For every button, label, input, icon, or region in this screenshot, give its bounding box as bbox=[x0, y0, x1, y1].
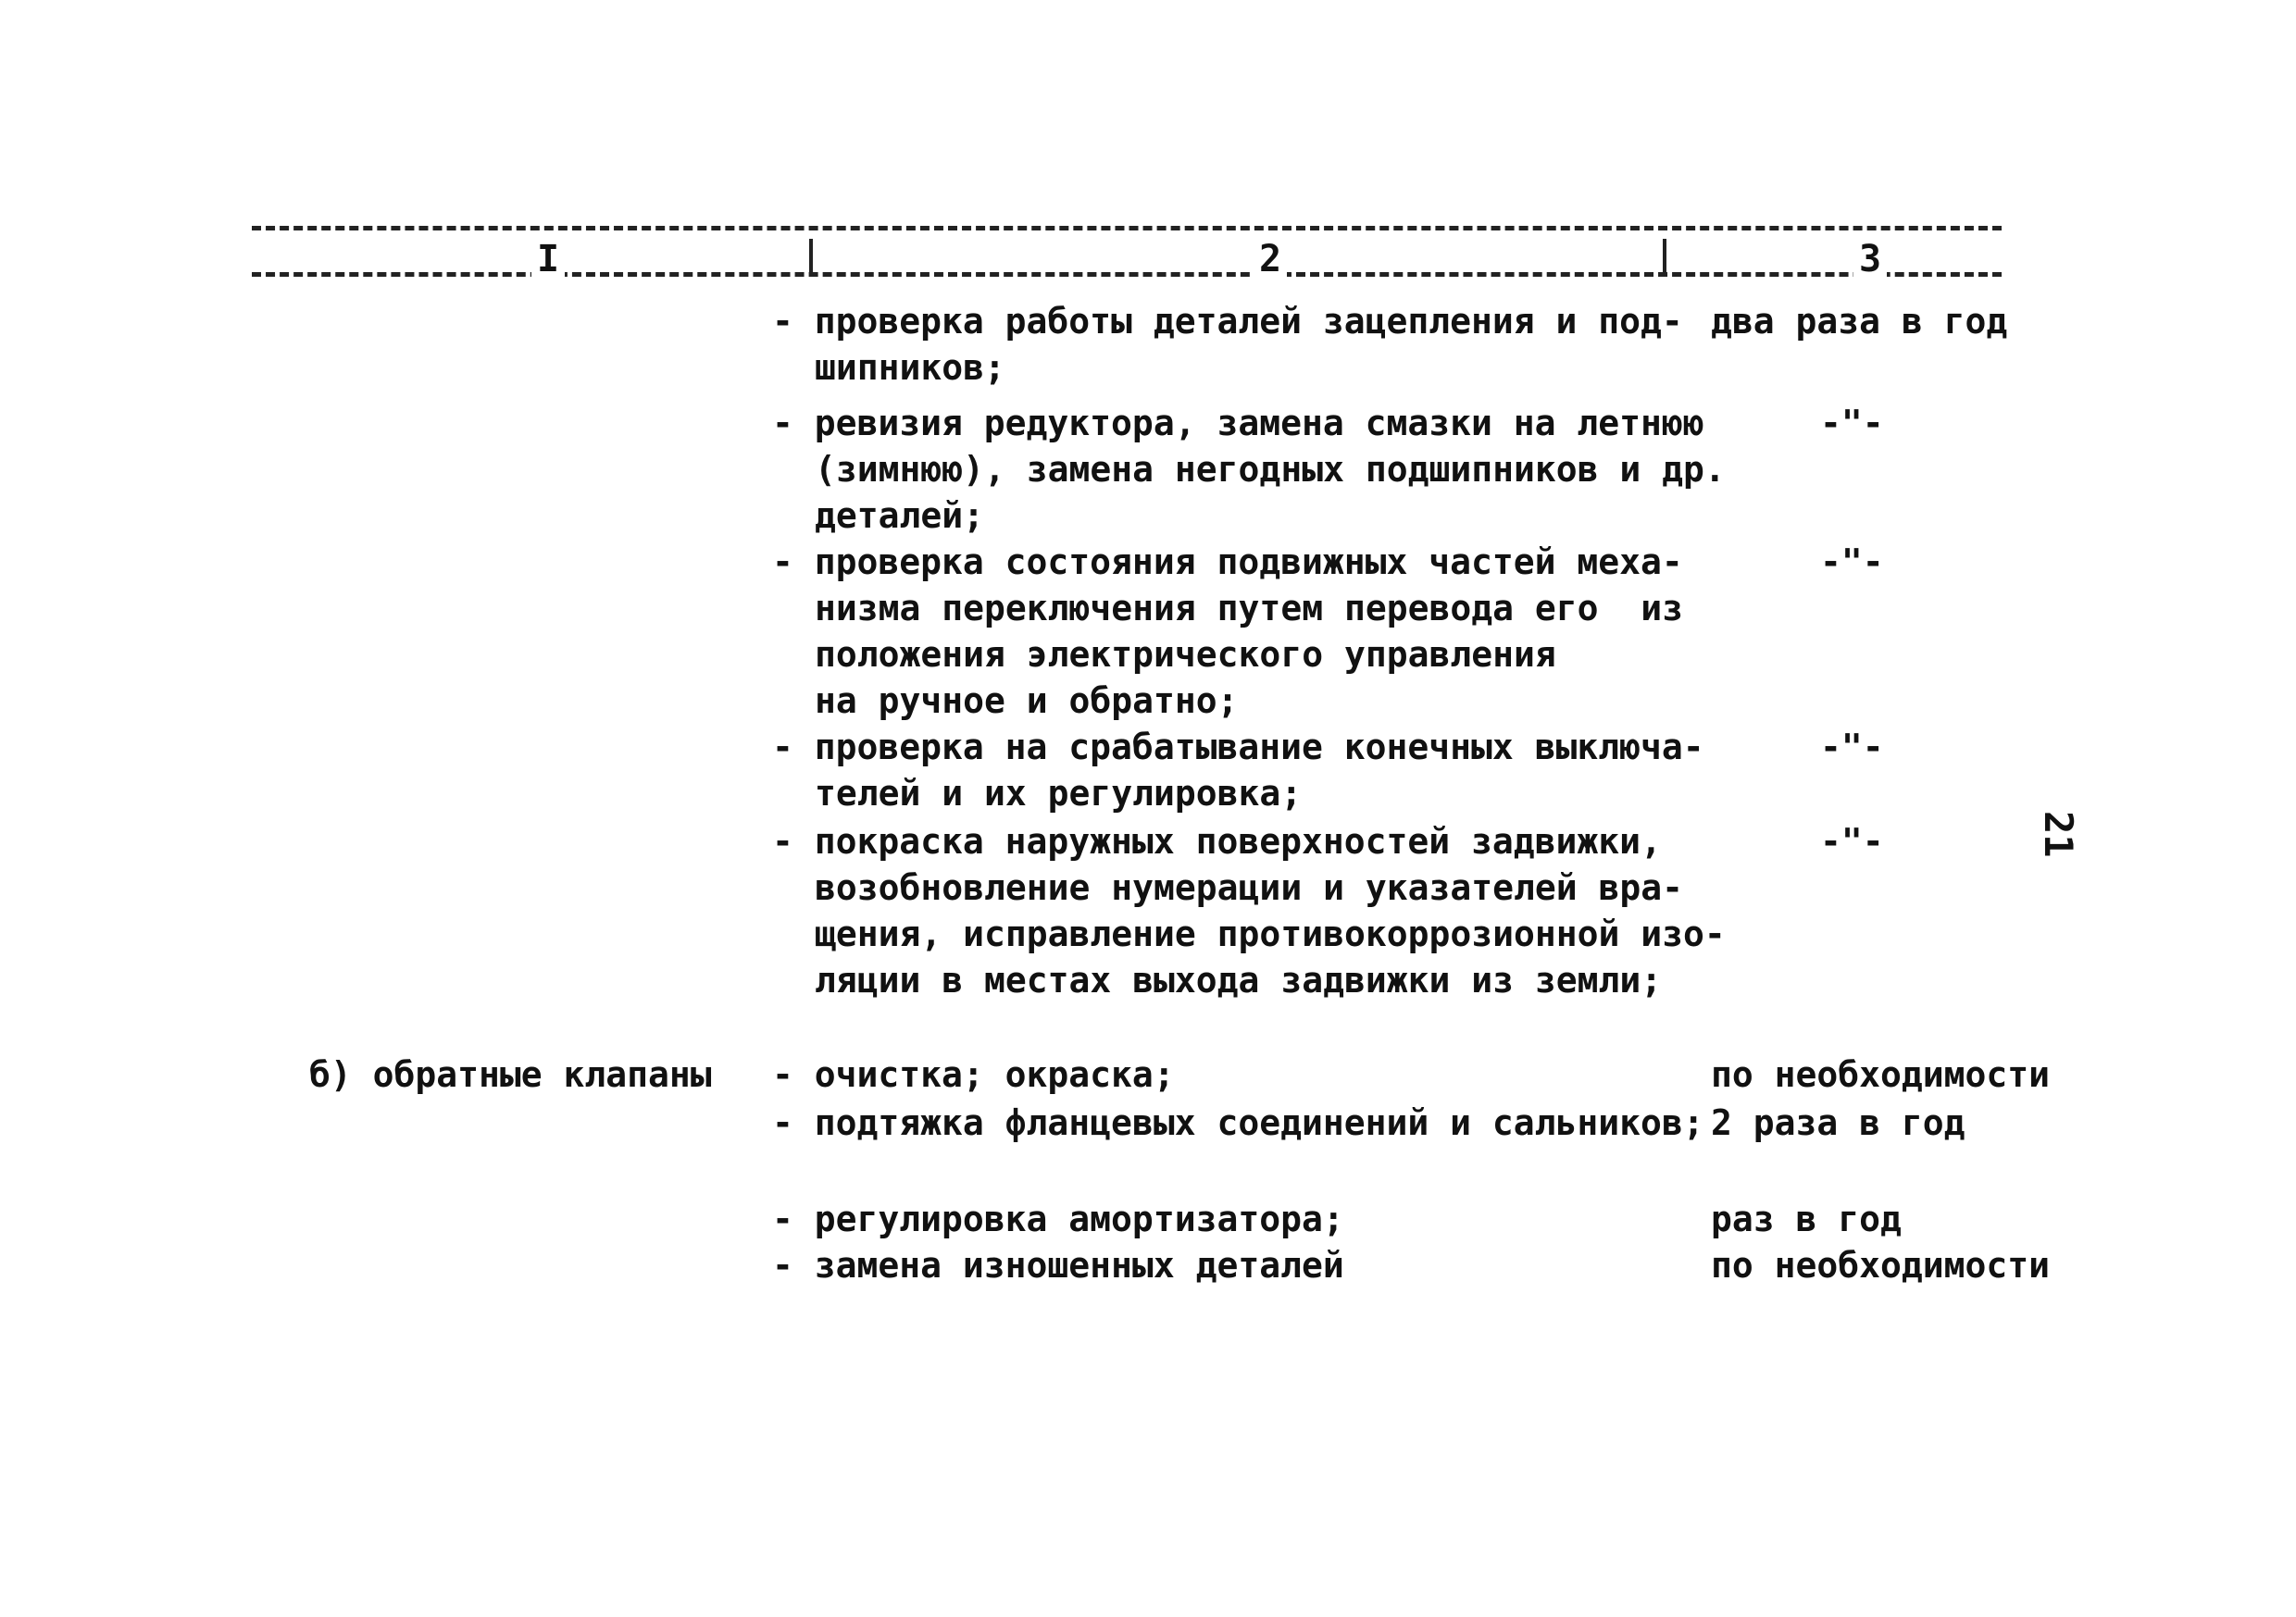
maintenance-item bbox=[815, 539, 1685, 724]
maintenance-item bbox=[815, 1051, 1685, 1098]
maintenance-item bbox=[814, 1100, 1704, 1146]
column-separator-1 bbox=[809, 239, 813, 276]
item-frequency: -"- bbox=[1820, 403, 1884, 443]
item-text-line: телей и их регулировка; bbox=[815, 773, 1303, 814]
maintenance-item bbox=[814, 724, 1704, 816]
item-text-line: - регулировка амортизатора; bbox=[815, 1196, 1685, 1242]
item-text-line: возобновление нумерации и указателей вра- bbox=[815, 867, 1683, 908]
item-text-line: шипников; bbox=[815, 347, 1005, 388]
item-frequency: по необходимости bbox=[1711, 1245, 2051, 1286]
item-frequency: 2 раза в год bbox=[1711, 1102, 1965, 1143]
item-text-line: - проверка работы деталей зацепления и под- bbox=[815, 298, 1685, 344]
maintenance-item bbox=[815, 1242, 1685, 1288]
item-text-line: - ревизия редуктора, замена смазки на летнюю bbox=[815, 400, 1685, 446]
maintenance-item bbox=[815, 1196, 1685, 1242]
column-separator-2 bbox=[1663, 239, 1666, 276]
item-text-line: - покраска наружных поверхностей задвижки, bbox=[815, 818, 1685, 864]
item-frequency: по необходимости bbox=[1711, 1054, 2051, 1095]
item-text-line: низма переключения путем перевода его из bbox=[815, 588, 1683, 628]
item-frequency: -"- bbox=[1820, 541, 1884, 582]
maintenance-item bbox=[814, 818, 1726, 1003]
item-text-line: - замена изношенных деталей bbox=[815, 1242, 1685, 1288]
item-text-line: положения электрического управления bbox=[815, 634, 1556, 675]
item-frequency: раз в год bbox=[1711, 1199, 1902, 1239]
item-text-line: - подтяжка фланцевых соединений и сальников; bbox=[815, 1100, 1685, 1146]
column-1-number: I bbox=[531, 241, 565, 278]
column-3-number: 3 bbox=[1853, 241, 1887, 278]
maintenance-item bbox=[815, 298, 1685, 391]
item-text-line: - проверка на срабатывание конечных выключа- bbox=[815, 724, 1685, 770]
item-text-line: ляции в местах выхода задвижки из земли; bbox=[815, 960, 1663, 1001]
item-text-line: (зимнюю), замена негодных подшипников и др. bbox=[815, 449, 1726, 490]
item-frequency: -"- bbox=[1820, 821, 1884, 862]
item-text-line: деталей; bbox=[815, 495, 985, 536]
section-b-label: б) обратные клапаны bbox=[309, 1054, 712, 1095]
header-bottom-rule bbox=[252, 272, 2002, 277]
item-text-line: - очистка; окраска; bbox=[815, 1051, 1685, 1098]
column-2-number: 2 bbox=[1254, 241, 1287, 278]
page-number: 21 bbox=[2036, 811, 2081, 858]
item-text-line: на ручное и обратно; bbox=[815, 680, 1239, 721]
item-frequency: -"- bbox=[1820, 727, 1884, 767]
item-frequency: два раза в год bbox=[1711, 301, 2008, 342]
item-text-line: - проверка состояния подвижных частей меха- bbox=[815, 539, 1685, 585]
maintenance-item bbox=[814, 400, 1726, 539]
header-top-rule bbox=[252, 226, 2002, 230]
item-text-line: щения, исправление противокоррозионной изо- bbox=[815, 914, 1726, 954]
